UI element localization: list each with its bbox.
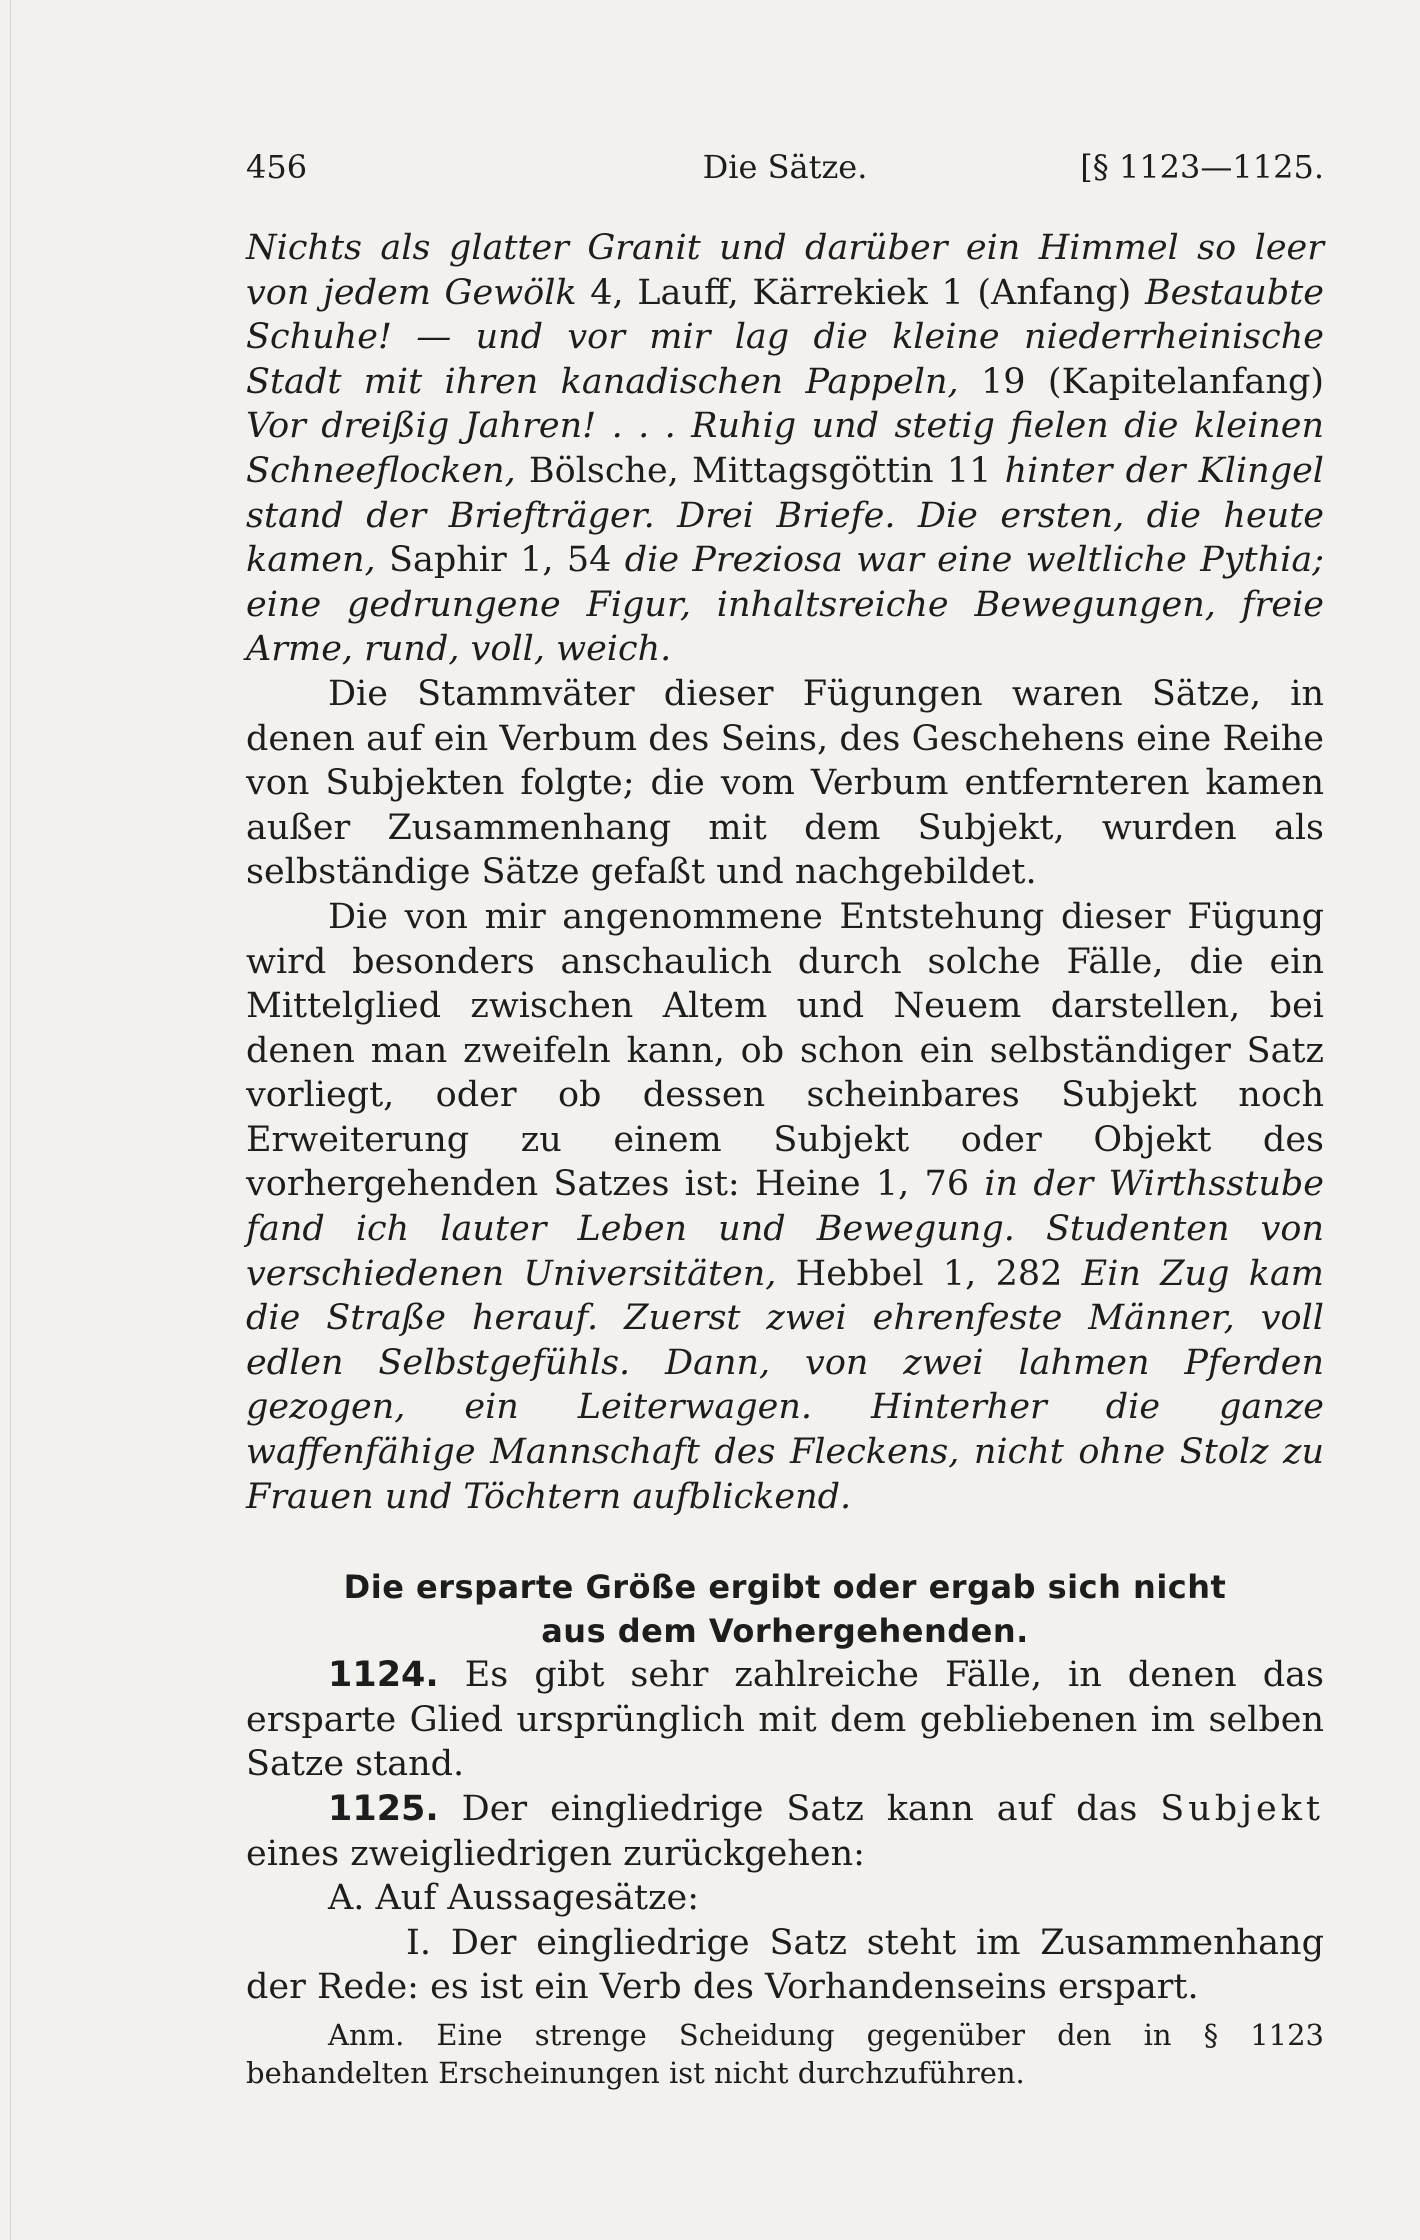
running-title: Die Sätze. (702, 148, 868, 186)
section-1124 (246, 1653, 1324, 1787)
page-edge-line (10, 0, 11, 2240)
quote-saphir: die Preziosa war eine weltliche Pythia; eine gedrungene Figur, inhaltsreiche Bewegungen, freie Arme, rund, voll, weich. (246, 540, 1324, 670)
citation-hebbel: Hebbel 1, 282 (776, 1253, 1082, 1294)
annotation-note: Anm. Eine strenge Scheidung gegenüber den in § 1123 behandelten Erscheinungen ist nicht durchzuführen. (246, 2017, 1324, 2090)
spaced-term: Subjekt (1160, 1789, 1324, 1829)
section-number-1124: 1124. (328, 1655, 439, 1696)
paragraph-stammvaeter: Die Stammväter dieser Fügungen waren Sätze, in denen auf ein Verbum des Seins, des Geschehens eine Reihe von Subjekten folgte; die vom Verbum entfernteren kamen außer Zusammenhang mit dem Subjekt, wurden als selbständige Sätze gefaßt und nachgebildet. (246, 673, 1324, 893)
section-text-1125a: Der eingliedrige Satz kann auf das (438, 1789, 1161, 1829)
text-entstehung: Die von mir angenommene Entstehung dieser Fügung wird besonders anschaulich durch solche Fälle, die ein Mittelglied zwischen Altem und Neuem darstellen, bei denen man zweifeln kann, ob schon ein selbständiger Satz vorliegt, oder ob dessen scheinbares Subjekt noch Erweiterung zu einem Subjekt oder Objekt des vorhergehenden Satzes ist: Heine 1, 76 (246, 896, 1324, 1205)
quote-boelsche: hinter der Klingel stand der Briefträger. Drei Briefe. Die ersten, die heute kamen, (246, 450, 1325, 581)
page-number: 456 (246, 148, 308, 186)
citation-kapitel: 19 (Kapitelanfang) (958, 361, 1325, 402)
quote-lauff: Nichts als glatter Granit und darüber ein Himmel so leer von jedem Gewölk (246, 228, 1324, 313)
section-text-1125b: eines zweigliedrigen zurückgehen: (246, 1833, 865, 1874)
page-body (246, 226, 1324, 2092)
quote-lauff-3: Vor dreißig Jahren! . . . Ruhig und stetig fielen die kleinen Schneeflocken, (246, 406, 1324, 491)
citation-boelsche: Bölsche, Mittagsgöttin 11 (515, 450, 1005, 491)
paragraph-entstehung (246, 895, 1324, 1519)
paragraph-examples (246, 226, 1324, 672)
section-range: [§ 1123—1125. (1080, 148, 1324, 186)
subsection-i: I. Der eingliedrige Satz steht im Zusammenhang der Rede: es ist ein Verb des Vorhandenseins erspart. (246, 1922, 1324, 2008)
section-heading: Die ersparte Größe ergibt oder ergab sich nicht aus dem Vorhergehenden. (343, 1568, 1227, 1651)
section-number-1125: 1125. (328, 1789, 439, 1829)
section-1125 (246, 1787, 1324, 1876)
subsection-a: A. Auf Aussagesätze: (328, 1878, 699, 1919)
citation-lauff: 4, Lauff, Kärrekiek 1 (Anfang) (576, 272, 1145, 313)
running-header (246, 148, 1324, 188)
quote-lauff-2: Bestaubte Schuhe! — und vor mir lag die kleine niederrheinische Stadt mit ihren kanadischen Pappeln, (246, 272, 1324, 402)
section-text-1124: Es gibt sehr zahlreiche Fälle, in denen das ersparte Glied ursprünglich mit dem gebliebenen im selben Satze stand. (246, 1655, 1324, 1785)
quote-hebbel: Ein Zug kam die Straße herauf. Zuerst zwei ehrenfeste Männer, voll edlen Selbstgefühls. Dann, von zwei lahmen Pferden gezogen, ein Leiterwagen. Hinterher die ganze waffenfähige Mannschaft des Fleckens, nicht ohne Stolz zu Frauen und Töchtern aufblickend. (246, 1253, 1324, 1517)
citation-saphir: Saphir 1, 54 (375, 540, 625, 581)
quote-heine: in der Wirthsstube fand ich lauter Leben und Bewegung. Studenten von verschiedenen Universitäten, (246, 1164, 1324, 1294)
